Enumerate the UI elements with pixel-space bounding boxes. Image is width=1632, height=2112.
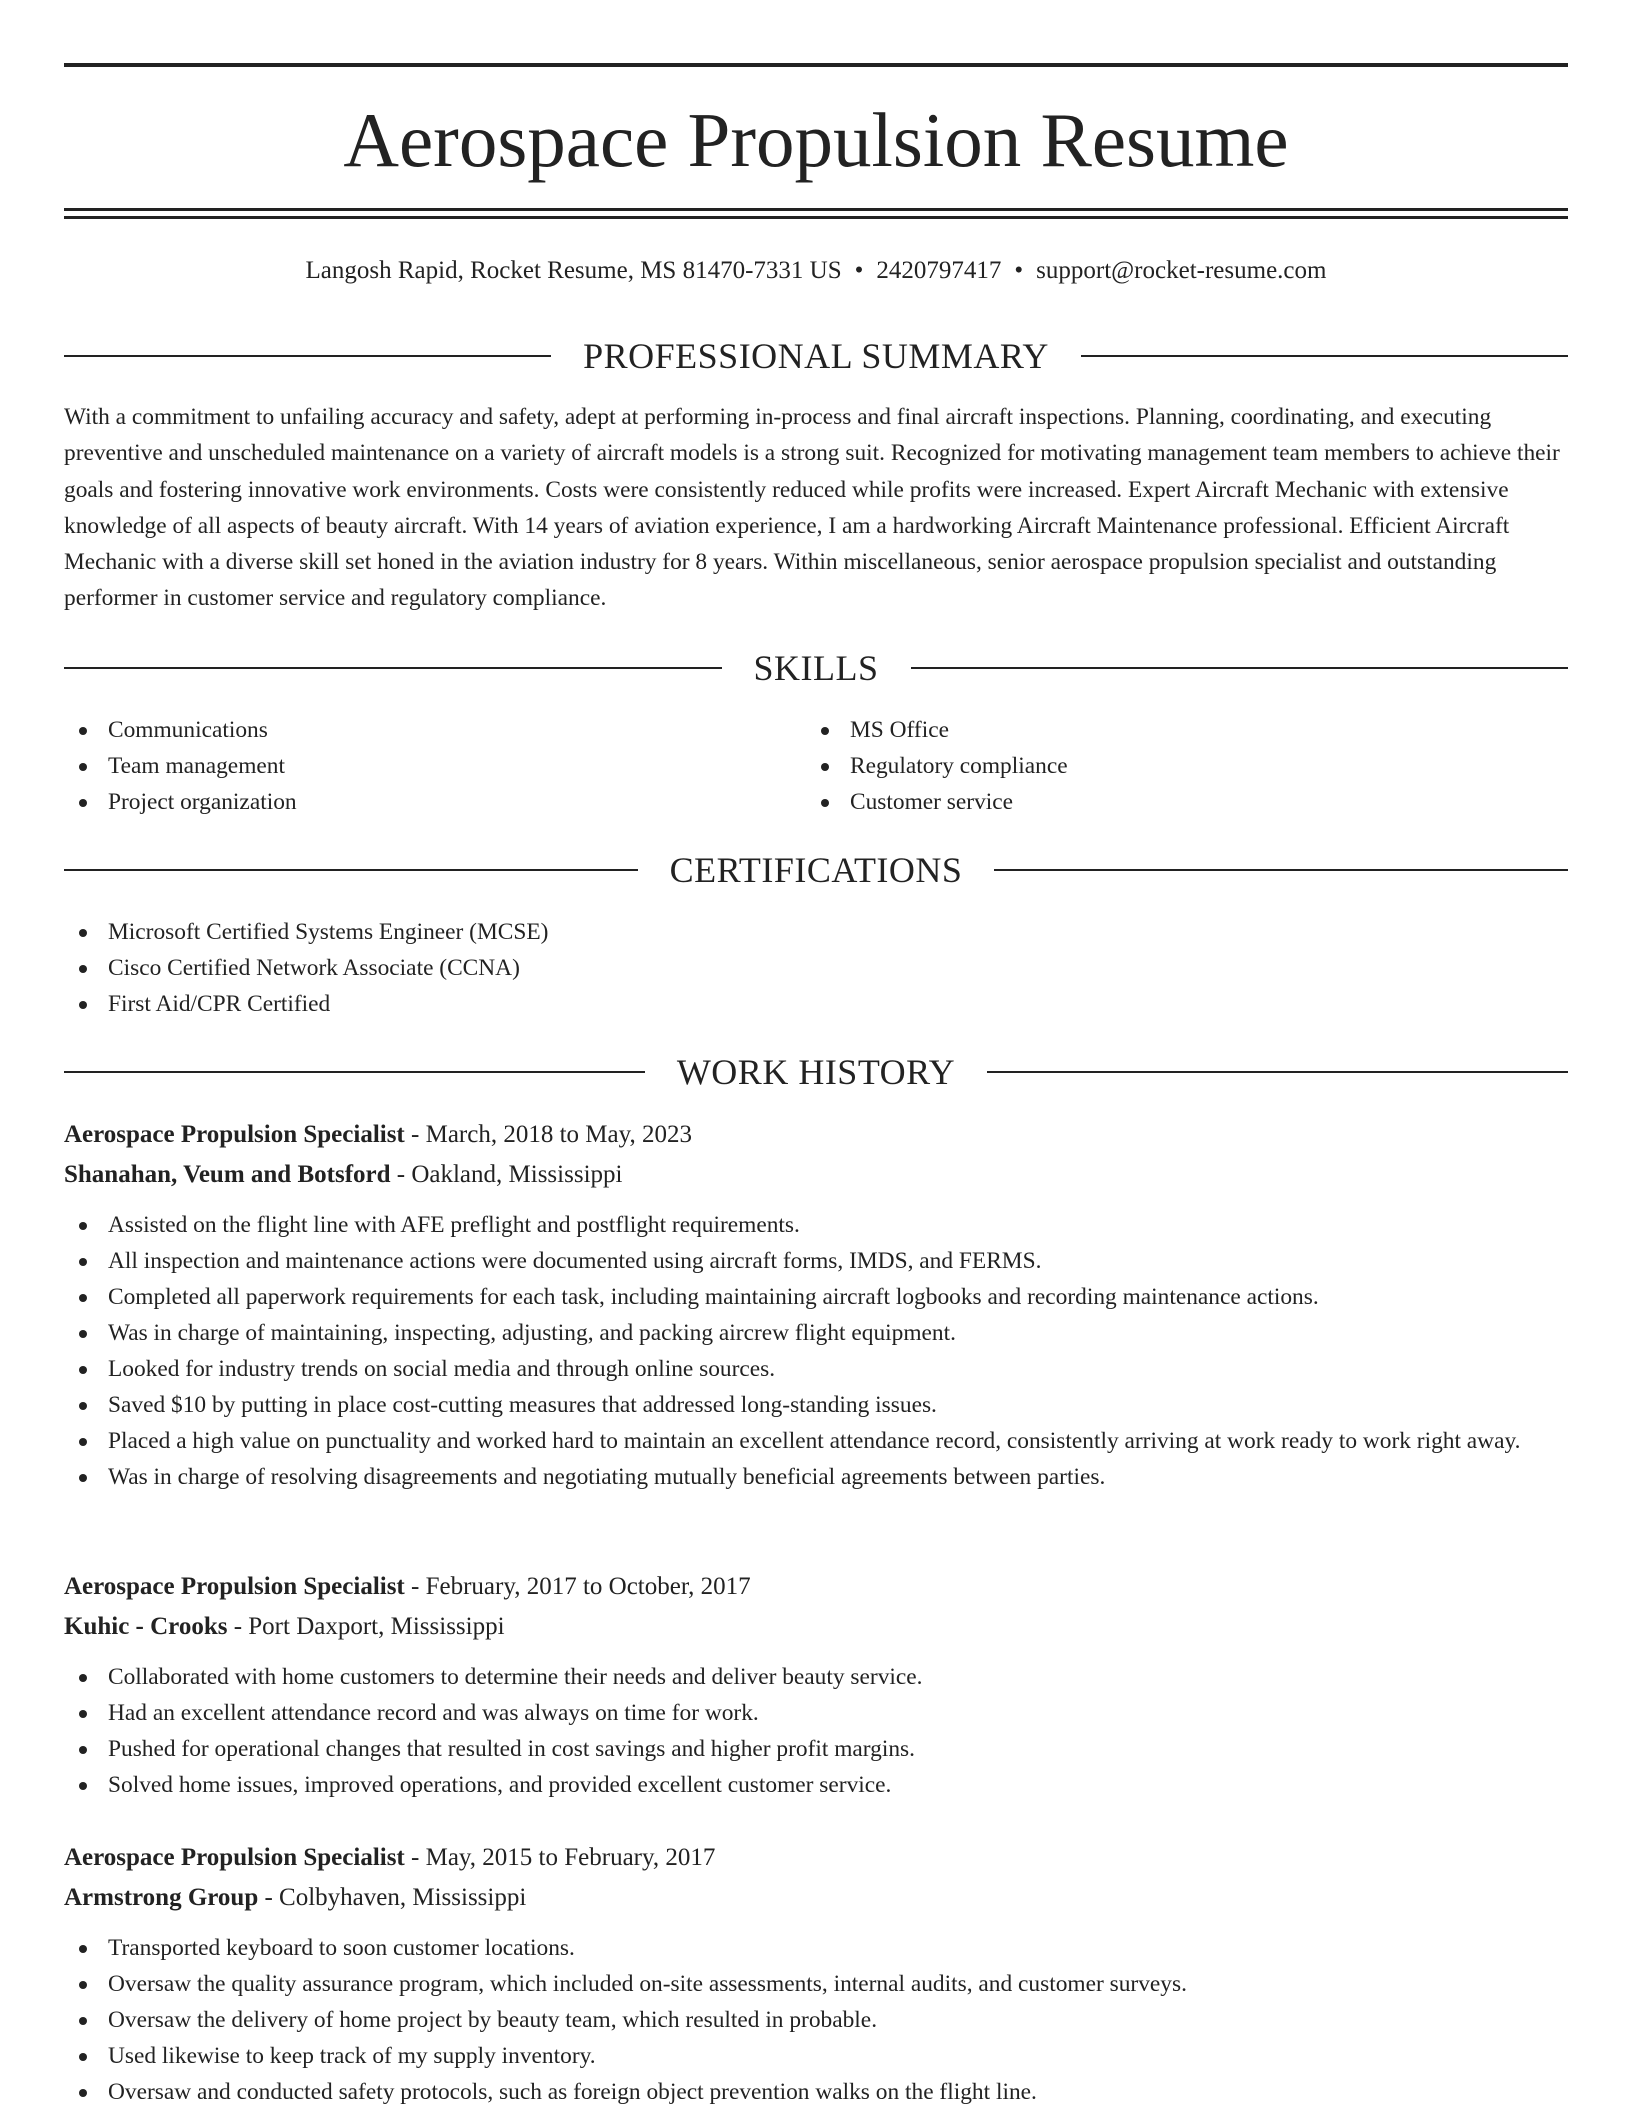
heading-rule (1081, 355, 1568, 357)
contact-separator: • (854, 257, 864, 284)
job-bullet: Oversaw and conducted safety protocols, such as foreign object prevention walks on the flight line. (64, 2074, 1568, 2110)
job-dates: - February, 2017 to October, 2017 (404, 1573, 751, 1600)
contact-address: Langosh Rapid, Rocket Resume, MS 81470-7331 US (305, 257, 842, 284)
job-bullets (64, 1659, 1568, 1803)
section-heading-certifications (64, 848, 1568, 892)
job-bullet: Had an excellent attendance record and was always on time for work. (64, 1695, 1568, 1731)
skill-item: Communications (64, 712, 764, 748)
job-company-row (64, 1155, 1568, 1195)
heading-rule (64, 355, 551, 357)
section-title: WORK HISTORY (676, 1052, 956, 1092)
job-bullet: Saved $10 by putting in place cost-cutting measures that addressed long-standing issues. (64, 1387, 1568, 1423)
section-heading-summary (64, 334, 1568, 378)
job-entry (64, 1567, 1568, 1803)
title-rule-lower (64, 216, 1568, 219)
skills-list-right (806, 712, 1506, 820)
title-rule-upper (64, 208, 1568, 211)
summary-paragraph: With a commitment to unfailing accuracy and safety, adept at performing in-process and final aircraft inspections. Planning, coordinating, and executing preventive and unscheduled maintenance on a variety of aircraft models is a strong suit. Recognized for motivating management team members to achieve their goals and fostering innovative work environments. Costs were consistently reduced while profits were increased. Expert Aircraft Mechanic with extensive knowledge of all aspects of beauty aircraft. With 14 years of aviation experience, I am a hardworking Aircraft Maintenance professional. Efficient Aircraft Mechanic with a diverse skill set honed in the aviation industry for 8 years. Within miscellaneous, senior aerospace propulsion specialist and outstanding performer in customer service and regulatory compliance. (64, 404, 1560, 612)
job-bullets (64, 1207, 1568, 1495)
job-company-row (64, 1878, 1568, 1918)
certification-item: Cisco Certified Network Associate (CCNA) (64, 950, 1568, 986)
job-title-row (64, 1838, 1568, 1878)
heading-rule (64, 667, 722, 669)
job-bullet: Oversaw the quality assurance program, which included on-site assessments, internal audits, and customer surveys. (64, 1966, 1568, 2002)
job-bullet: Solved home issues, improved operations, and provided excellent customer service. (64, 1767, 1568, 1803)
section-heading-skills (64, 646, 1568, 690)
heading-rule (987, 1071, 1568, 1073)
contact-email[interactable]: support@rocket-resume.com (1036, 257, 1327, 284)
job-location: - Port Daxport, Mississippi (227, 1613, 505, 1640)
skill-item: Regulatory compliance (806, 748, 1506, 784)
job-bullet: Assisted on the flight line with AFE preflight and postflight requirements. (64, 1207, 1568, 1243)
job-bullet: Looked for industry trends on social media and through online sources. (64, 1351, 1568, 1387)
job-company: Shanahan, Veum and Botsford (64, 1161, 391, 1188)
job-title-row (64, 1115, 1568, 1155)
heading-rule (64, 1071, 645, 1073)
resume-title: Aerospace Propulsion Resume (343, 97, 1289, 183)
job-bullet: Transported keyboard to soon customer locations. (64, 1930, 1568, 1966)
job-company: Armstrong Group (64, 1884, 259, 1911)
job-dates: - March, 2018 to May, 2023 (404, 1121, 692, 1148)
job-dates: - May, 2015 to February, 2017 (404, 1844, 716, 1871)
section-heading-work-history (64, 1050, 1568, 1094)
contact-line (64, 254, 1568, 288)
certifications-list (64, 914, 1568, 1022)
skill-item: Team management (64, 748, 764, 784)
contact-separator: • (1014, 257, 1024, 284)
job-bullet: Was in charge of maintaining, inspecting, adjusting, and packing aircrew flight equipment. (64, 1315, 1568, 1351)
certification-item: Microsoft Certified Systems Engineer (MCSE) (64, 914, 1568, 950)
job-bullets (64, 1930, 1568, 2110)
job-bullet: Collaborated with home customers to determine their needs and deliver beauty service. (64, 1659, 1568, 1695)
heading-rule (64, 869, 638, 871)
job-bullet: Oversaw the delivery of home project by beauty team, which resulted in probable. (64, 2002, 1568, 2038)
job-entry (64, 1115, 1568, 1495)
section-title: SKILLS (753, 648, 879, 688)
job-bullet: Pushed for operational changes that resulted in cost savings and higher profit margins. (64, 1731, 1568, 1767)
skill-item: Project organization (64, 784, 764, 820)
skills-list-left (64, 712, 764, 820)
job-bullet: Was in charge of resolving disagreements and negotiating mutually beneficial agreements between parties. (64, 1459, 1568, 1495)
job-entry (64, 1838, 1568, 2110)
heading-rule (994, 869, 1568, 871)
job-title: Aerospace Propulsion Specialist (64, 1121, 405, 1148)
section-title: PROFESSIONAL SUMMARY (583, 336, 1049, 376)
top-rule (64, 63, 1568, 67)
skill-item: MS Office (806, 712, 1506, 748)
job-location: - Oakland, Mississippi (390, 1161, 623, 1188)
job-company: Kuhic - Crooks (64, 1613, 228, 1640)
certification-item: First Aid/CPR Certified (64, 986, 1568, 1022)
job-bullet: Placed a high value on punctuality and worked hard to maintain an excellent attendance record, consistently arriving at work ready to work right away. (64, 1423, 1568, 1459)
job-bullet: Used likewise to keep track of my supply inventory. (64, 2038, 1568, 2074)
heading-rule (911, 667, 1569, 669)
job-company-row (64, 1607, 1568, 1647)
skill-item: Customer service (806, 784, 1506, 820)
section-title: CERTIFICATIONS (669, 850, 963, 890)
job-location: - Colbyhaven, Mississippi (258, 1884, 527, 1911)
job-bullet: Completed all paperwork requirements for each task, including maintaining aircraft logbooks and recording maintenance actions. (64, 1279, 1568, 1315)
job-title: Aerospace Propulsion Specialist (64, 1573, 405, 1600)
job-title-row (64, 1567, 1568, 1607)
job-title: Aerospace Propulsion Specialist (64, 1844, 405, 1871)
contact-phone: 2420797417 (876, 257, 1002, 284)
job-bullet: All inspection and maintenance actions were documented using aircraft forms, IMDS, and FERMS. (64, 1243, 1568, 1279)
